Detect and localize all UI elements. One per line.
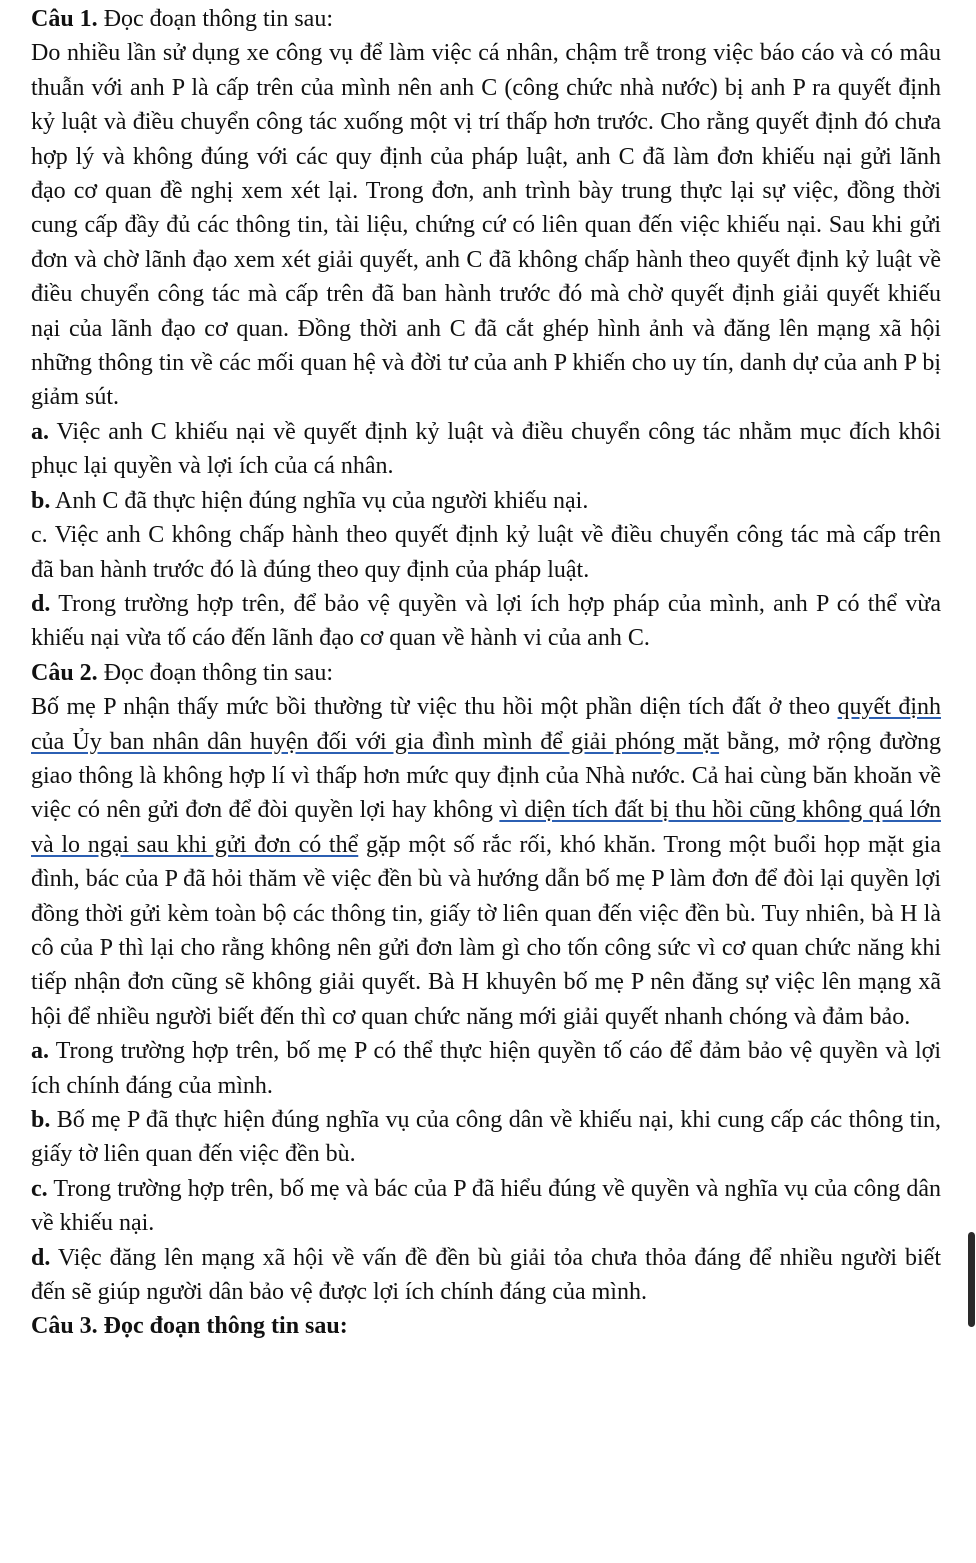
question-1-title: Đọc đoạn thông tin sau: <box>103 6 333 32</box>
option-text: Trong trường hợp trên, để bảo vệ quyền và lợi ích hợp pháp của mình, anh P có thể vừa khiếu nại vừa tố cáo đến lãnh đạo cơ quan về hành vi của anh C. <box>31 590 941 652</box>
option-letter: a. <box>31 1038 49 1065</box>
question-2-option-b <box>31 1103 941 1172</box>
document-body <box>31 2 942 1340</box>
question-2-option-a <box>31 1034 941 1103</box>
option-text: Anh C đã thực hiện đúng nghĩa vụ của người khiếu nại. <box>55 487 589 514</box>
question-1-option-b <box>31 484 941 518</box>
passage-text: gặp một số rắc rối, khó khăn. Trong một buổi họp mặt gia đình, bác của P đã hỏi thăm về việc đền bù và hướng dẫn bố mẹ P làm đơn để đòi lại quyền lợi đồng thời gửi kèm toàn bộ các thông tin, giấy tờ liên quan đến việc đền bù. Tuy nhiên, bà H là cô của P thì lại cho rằng không nên gửi đơn làm gì cho tốn công sức vì cơ quan chức năng khi tiếp nhận đơn cũng sẽ không giải quyết. Bà H khuyên bố mẹ P nên đăng sự việc lên mạng xã hội để nhiều người biết đến thì cơ quan chức năng mới giải quyết nhanh chóng và đảm bảo. <box>31 831 942 1030</box>
question-2-option-d <box>31 1241 941 1310</box>
option-letter: d. <box>31 1244 51 1271</box>
passage-text: Bố mẹ P nhận thấy mức bồi thường từ việc thu hồi một phần diện tích đất ở theo <box>31 694 838 721</box>
question-1-label: Câu 1. <box>31 6 98 32</box>
question-2-label: Câu 2. <box>31 659 98 686</box>
option-letter: b. <box>31 487 51 514</box>
question-2-heading <box>31 656 941 690</box>
question-1-option-a <box>31 415 941 484</box>
option-letter: b. <box>31 1107 51 1133</box>
option-text: Trong trường hợp trên, bố mẹ và bác của P đã hiểu đúng về quyền và nghĩa vụ của công dân về khiếu nại. <box>31 1175 941 1237</box>
option-text: Bố mẹ P đã thực hiện đúng nghĩa vụ của công dân về khiếu nại, khi cung cấp các thông tin, giấy tờ liên quan đến việc đền bù. <box>31 1107 941 1168</box>
scrollbar-thumb[interactable] <box>968 1232 975 1327</box>
underlined-passage-text: quyết định của Ủy ban nhân dân huyện đối với gia đình mình để giải phóng mặt <box>31 694 941 755</box>
option-letter: d. <box>31 590 51 617</box>
option-text: Việc anh C không chấp hành theo quyết định kỷ luật về điều chuyển công tác mà cấp trên đã ban hành trước đó là đúng theo quy định của pháp luật. <box>31 522 941 583</box>
option-letter: c. <box>31 522 48 549</box>
underlined-passage-text: vì diện tích đất bị thu hồi cũng không quá lớn và lo ngại sau khi gửi đơn có thể <box>31 797 942 858</box>
question-1-passage: Do nhiều lần sử dụng xe công vụ để làm việc cá nhân, chậm trễ trong việc báo cáo và có mâu thuẫn với anh P là cấp trên của mình nên anh C (công chức nhà nước) bị anh P ra quyết định kỷ luật và điều chuyển công tác xuống một vị trí thấp hơn trước. Cho rằng quyết định đó chưa hợp lý và không đúng với các quy định của pháp luật, anh C đã làm đơn khiếu nại gửi lãnh đạo cơ quan đề nghị xem xét lại. Trong đơn, anh trình bày trung thực lại sự việc, đồng thời cung cấp đầy đủ các thông tin, tài liệu, chứng cứ có liên quan đến việc khiếu nại. Sau khi gửi đơn và chờ lãnh đạo xem xét giải quyết, anh C đã không chấp hành theo quyết định kỷ luật về điều chuyển công tác mà cấp trên đã ban hành trước đó mà chờ quyết định giải quyết khiếu nại của lãnh đạo cơ quan. Đồng thời anh C đã cắt ghép hình ảnh và đăng lên mạng xã hội những thông tin về các mối quan hệ và đời tư của anh P khiến cho uy tín, danh dự của anh P bị giảm sút. <box>31 40 941 411</box>
option-text: Việc đăng lên mạng xã hội về vấn đề đền bù giải tỏa chưa thỏa đáng để nhiều người biết đến sẽ giúp người dân bảo vệ được lợi ích chính đáng của mình. <box>31 1244 941 1306</box>
option-text: Việc anh C khiếu nại về quyết định kỷ luật và điều chuyển công tác nhằm mục đích khôi phục lại quyền và lợi ích của cá nhân. <box>31 418 941 480</box>
question-1-heading <box>31 2 941 36</box>
option-text: Trong trường hợp trên, bố mẹ P có thể thực hiện quyền tố cáo để đảm bảo vệ quyền và lợi ích chính đáng của mình. <box>31 1038 941 1099</box>
option-letter: c. <box>31 1175 48 1202</box>
passage-text: bằng, mở rộng đường giao thông là không hợp lí vì thấp hơn mức quy định của Nhà nước. Cả hai cùng băn khoăn về việc có nên gửi đơn để đòi quyền lợi hay không <box>31 728 942 824</box>
question-3-heading-partial: Câu 3. Đọc đoạn thông tin sau: <box>31 1313 348 1340</box>
question-2-title: Đọc đoạn thông tin sau: <box>103 659 333 686</box>
question-1-option-d <box>31 587 941 656</box>
question-2-passage <box>31 690 941 1034</box>
question-1-option-c <box>31 518 941 587</box>
option-letter: a. <box>31 418 49 445</box>
question-2-option-c <box>31 1172 941 1241</box>
